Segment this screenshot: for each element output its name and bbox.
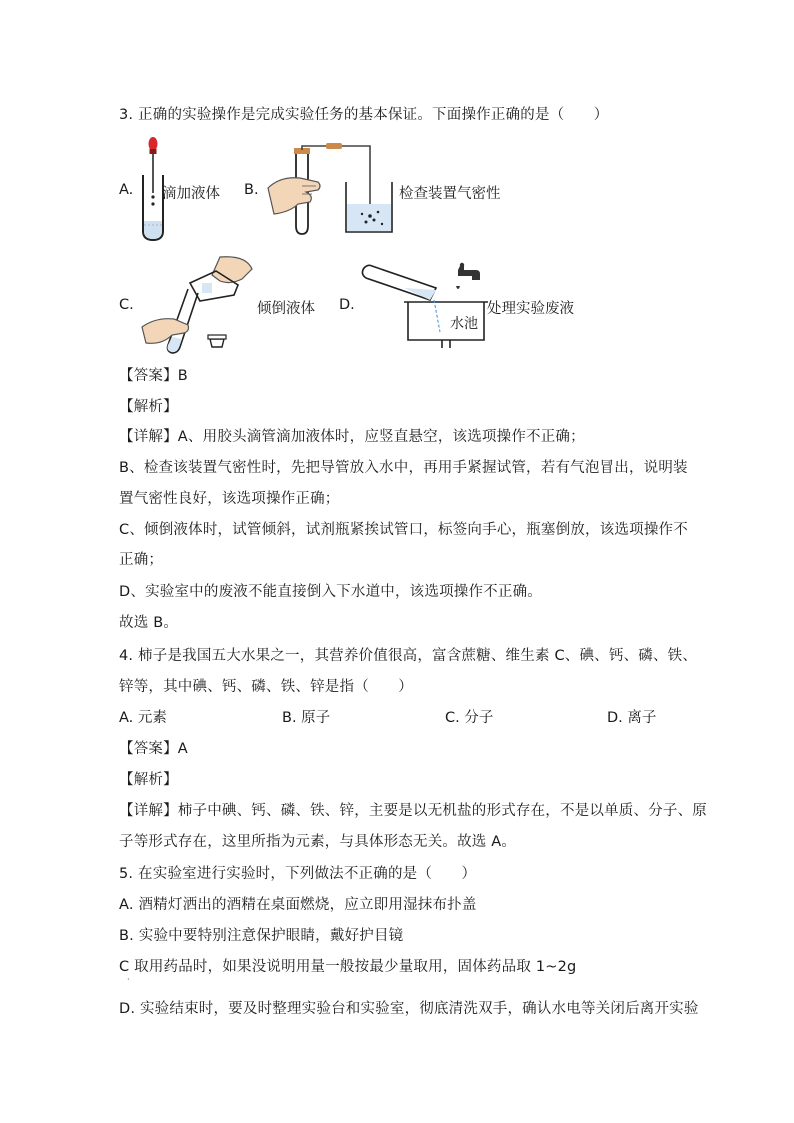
q3-option-a-letter: A. [119, 182, 134, 198]
q3-option-a-text: 滴加液体 [162, 186, 220, 202]
q5-stem: 5. 在实验室进行实验时，下列做法不正确的是（ ） [119, 866, 477, 882]
q3-option-d-letter: D. [339, 297, 355, 313]
q4-stem-continued: 锌等，其中碘、钙、磷、铁、锌是指（ ） [119, 679, 413, 695]
q3-detail-line: 置气密性良好，该选项操作正确； [119, 491, 340, 507]
waste-liquid-sink-figure [360, 260, 488, 350]
q4-option-b: B. 原子 [282, 710, 331, 726]
q5-option-c: C 取用药品时，如果没说明用量一般按最少量取用，固体药品取 1~2g [119, 959, 577, 975]
q4-detail-line: 【详解】柿子中碘、钙、磷、铁、锌，主要是以无机盐的形式存在，不是以单质、分子、原 [119, 803, 707, 819]
q3-option-b-text: 检查装置气密性 [399, 186, 501, 202]
q3-detail-line: B、检查该装置气密性时，先把导管放入水中，再用手紧握试管，若有气泡冒出，说明装 [119, 460, 688, 476]
sink-label: 水池 [450, 316, 478, 332]
q5-option-a: A. 酒精灯洒出的酒精在桌面燃烧，应立即用湿抹布扑盖 [119, 897, 477, 913]
q4-analysis-heading: 【解析】 [119, 772, 178, 788]
q4-option-d: D. 离子 [607, 710, 657, 726]
q4-option-a: A. 元素 [119, 710, 167, 726]
q3-stem: 3. 正确的实验操作是完成实验任务的基本保证。下面操作正确的是（ ） [119, 107, 609, 123]
q3-conclusion: 故选 B。 [119, 615, 179, 631]
airtightness-check-figure [266, 142, 396, 238]
q3-detail-line: C、倾倒液体时，试管倾斜，试剂瓶紧挨试管口，标签向手心，瓶塞倒放，该选项操作不 [119, 522, 688, 538]
q3-option-c-letter: C. [119, 297, 134, 313]
q4-option-c: C. 分子 [445, 710, 494, 726]
q3-option-b-letter: B. [244, 182, 259, 198]
q3-detail-line: D、实验室中的废液不能直接倒入下水道中，该选项操作不正确。 [119, 584, 542, 600]
q3-analysis-heading: 【解析】 [119, 399, 178, 415]
q5-option-c-dot: · [127, 975, 130, 984]
q3-option-c-text: 倾倒液体 [257, 301, 315, 317]
q5-option-d: D. 实验结束时，要及时整理实验台和实验室，彻底清洗双手，确认水电等关闭后离开实验 [119, 1001, 699, 1017]
q5-option-b: B. 实验中要特别注意保护眼睛，戴好护目镜 [119, 928, 404, 944]
q3-answer: 【答案】B [119, 368, 188, 384]
q3-detail-line: 正确； [119, 552, 164, 568]
q3-detail-line: 【详解】A、用胶头滴管滴加液体时，应竖直悬空，该选项操作不正确； [119, 429, 585, 445]
q4-detail-line: 子等形式存在，这里所指为元素，与具体形态无关。故选 A。 [119, 834, 517, 850]
q4-answer: 【答案】A [119, 741, 188, 757]
q3-option-d-text: 处理实验废液 [487, 301, 574, 317]
pouring-liquid-figure [138, 255, 258, 355]
q4-stem: 4. 柿子是我国五大水果之一，其营养价值很高，富含蔗糖、维生素 C、碘、钙、磷、铁、 [119, 648, 698, 664]
